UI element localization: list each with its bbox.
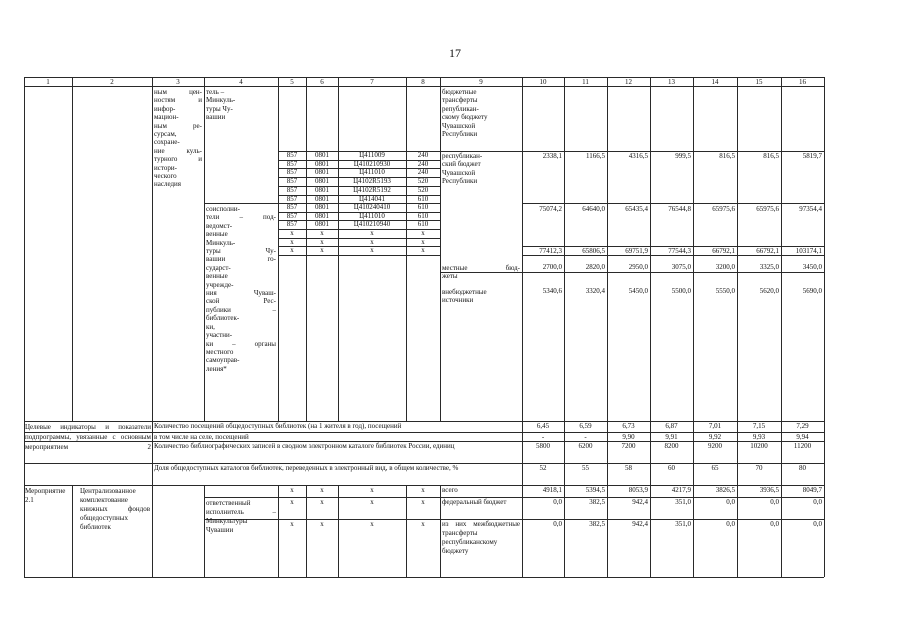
code-cell: 0801 xyxy=(315,186,329,194)
value-cell: 4217,9 xyxy=(671,486,691,494)
code-cell: x xyxy=(370,246,374,254)
code-cell: x xyxy=(290,238,294,246)
value-cell: 1166,5 xyxy=(586,152,605,160)
grid-line-v xyxy=(406,485,407,577)
value-cell: 5450,0 xyxy=(628,287,648,295)
target-value: 80 xyxy=(799,464,806,472)
target-value: 7,15 xyxy=(752,422,766,430)
value-cell: 103174,1 xyxy=(795,247,822,255)
co-executors: соисполни- тели – под- ведомст- венные Минкуль- туры Чу- вашии го- сударст- венные учрежде- ния Чуваш- ской Рес- публики – библиотек- ки, участни- ки – органы местного самоуправ- ления* xyxy=(206,205,276,373)
extrabudget-label: внебюджетные источники xyxy=(442,288,487,305)
code-cell: 0801 xyxy=(315,168,329,176)
code-cell: Ц411010 xyxy=(359,212,385,220)
code-cell: 857 xyxy=(286,212,298,220)
code-cell: 857 xyxy=(286,168,298,176)
value-cell: 76544,8 xyxy=(668,205,691,213)
grid-line-v xyxy=(204,77,205,421)
target-value: 9,93 xyxy=(752,433,766,441)
code-cell: x xyxy=(290,486,294,494)
grid-line-v xyxy=(564,77,565,577)
target-value: 7,01 xyxy=(708,422,722,430)
measure-name-cont: ным цен- ностям и инфор- мацион- ным ре- сурсам, сохране- ние куль- турного и истори- ческого наследия xyxy=(154,88,202,189)
code-cell: x xyxy=(421,520,425,528)
code-cell: x xyxy=(421,486,425,494)
page-number: 17 xyxy=(449,46,461,60)
header-cell: 11 xyxy=(582,77,589,86)
target-value: 8200 xyxy=(664,442,679,450)
code-cell: Ц410240410 xyxy=(353,203,391,211)
grid-line-v xyxy=(406,77,407,421)
code-cell: x xyxy=(421,229,425,237)
code-cell: 520 xyxy=(417,177,429,185)
value-cell: 999,5 xyxy=(675,152,691,160)
code-cell: 857 xyxy=(286,195,298,203)
value-cell: 97354,4 xyxy=(799,205,822,213)
grid-line-v xyxy=(338,485,339,577)
code-cell: 610 xyxy=(417,220,429,228)
target-value: - xyxy=(584,433,587,441)
grid-line-h xyxy=(204,203,278,204)
code-cell: x xyxy=(421,238,425,246)
value-cell: 2950,0 xyxy=(628,263,648,271)
code-cell: Ц414041 xyxy=(358,195,386,203)
value-cell: 2700,0 xyxy=(542,263,562,271)
value-cell: 816,5 xyxy=(763,152,779,160)
value-cell: 816,5 xyxy=(719,152,735,160)
code-cell: Ц4102R5193 xyxy=(353,177,391,185)
code-cell: 520 xyxy=(417,186,429,194)
budget-source-cont: бюджетные трансферты републикан- скому бюджету Чувашской Республики xyxy=(442,88,488,139)
header-cell: 9 xyxy=(479,77,483,86)
target-value: 65 xyxy=(711,464,719,472)
code-cell: Ц411010 xyxy=(359,168,385,176)
code-cell: x xyxy=(290,246,294,254)
grid-line-v xyxy=(338,77,339,421)
value-cell: 2820,0 xyxy=(585,263,605,271)
target-value: 9200 xyxy=(708,442,722,450)
code-cell: x xyxy=(320,229,324,237)
value-cell: 65806,5 xyxy=(582,247,605,255)
code-cell: x xyxy=(290,229,294,237)
measure-title: Централизованное комплектование книжных фондов общедоступных библиотек xyxy=(80,487,150,531)
code-cell: 857 xyxy=(286,186,298,194)
grid-line-h xyxy=(24,577,824,578)
code-cell: x xyxy=(421,246,425,254)
value-cell: 0,0 xyxy=(770,498,779,506)
header-cell: 6 xyxy=(320,77,324,86)
header-cell: 4 xyxy=(239,77,243,86)
value-cell: 5394,5 xyxy=(585,486,605,494)
code-cell: Ц4102R5192 xyxy=(353,186,391,194)
grid-line-v xyxy=(278,77,279,421)
target-value: 58 xyxy=(625,464,632,472)
measure-number: Мероприятие 2.1 xyxy=(25,487,66,504)
target-row-text: Количество библиографических записей в сводном электронном каталоге библиотек России, единиц xyxy=(154,442,455,450)
budget-source-rb: республикан- ский бюджет Чувашской Республики xyxy=(442,152,483,186)
target-value: 6,45 xyxy=(536,422,550,430)
value-cell: 0,0 xyxy=(726,498,735,506)
value-cell: 5500,0 xyxy=(671,287,691,295)
value-cell: 0,0 xyxy=(813,520,822,528)
target-value: 11200 xyxy=(793,442,812,450)
value-cell: 351,0 xyxy=(675,520,691,528)
value-cell: 65975,6 xyxy=(712,205,735,213)
grid-line-h xyxy=(24,86,824,87)
value-cell: 77412,3 xyxy=(539,247,562,255)
grid-line-v xyxy=(204,485,205,577)
target-row-text: в том числе на селе, посещений xyxy=(154,433,249,441)
value-cell: 3936,5 xyxy=(759,486,779,494)
code-cell: x xyxy=(320,238,324,246)
target-value: 9,94 xyxy=(796,433,809,441)
code-cell: 857 xyxy=(286,151,298,159)
value-cell: 0,0 xyxy=(553,520,562,528)
grid-line-v xyxy=(72,485,73,577)
target-value: 60 xyxy=(668,464,675,472)
targets-label: Целевые индикаторы и показатели подпрограммы, увязанные с основным мероприятием 2 xyxy=(25,423,151,451)
code-cell: 0801 xyxy=(315,212,329,220)
target-value: 6,73 xyxy=(622,422,635,430)
target-value: 9,91 xyxy=(665,433,678,441)
value-cell: 66792,1 xyxy=(756,247,779,255)
grid-line-h xyxy=(522,203,824,204)
target-value: 70 xyxy=(755,464,763,472)
value-cell: 8049,7 xyxy=(802,486,822,494)
header-cell: 3 xyxy=(176,77,180,86)
value-cell: 942,4 xyxy=(632,520,648,528)
value-cell: 2338,1 xyxy=(542,152,562,160)
code-cell: 610 xyxy=(417,203,429,211)
header-cell: 15 xyxy=(755,77,763,86)
code-cell: 240 xyxy=(417,160,429,168)
target-row-text: Доля общедоступных каталогов библиотек, переведенных в электронный вид, в общем количестве, % xyxy=(154,464,459,472)
value-cell: 5620,0 xyxy=(759,287,779,295)
code-cell: 857 xyxy=(286,160,298,168)
value-cell: 5819,7 xyxy=(802,152,822,160)
measure-source-label: всего xyxy=(442,486,458,494)
target-value: 55 xyxy=(582,464,589,472)
code-cell: Ц410210930 xyxy=(353,160,391,168)
measure-responsible: ответственный исполнитель – Минкультуры Чувашии xyxy=(206,499,276,534)
header-cell: 10 xyxy=(539,77,547,86)
target-value: 10200 xyxy=(750,442,768,450)
code-cell: 240 xyxy=(417,151,429,159)
grid-line-v xyxy=(650,77,651,577)
value-cell: 382,5 xyxy=(589,520,605,528)
code-cell: 0801 xyxy=(315,177,329,185)
code-cell: 610 xyxy=(417,212,429,220)
value-cell: 3075,0 xyxy=(671,263,691,271)
header-cell: 13 xyxy=(668,77,675,86)
code-cell: x xyxy=(320,498,324,506)
value-cell: 4918,1 xyxy=(542,486,562,494)
value-cell: 4316,5 xyxy=(628,152,648,160)
value-cell: 75074,2 xyxy=(539,205,562,213)
code-cell: 0801 xyxy=(315,203,329,211)
value-cell: 8053,9 xyxy=(628,486,648,494)
responsible-cont: тель – Минкуль- туры Чу- вашии xyxy=(206,88,236,122)
code-cell: x xyxy=(320,520,324,528)
code-cell: 857 xyxy=(286,177,298,185)
code-cell: x xyxy=(421,498,425,506)
value-cell: 942,4 xyxy=(632,498,648,506)
value-cell: 77544,3 xyxy=(668,247,691,255)
header-cell: 16 xyxy=(799,77,806,86)
local-budgets-label: местные бюд- жеты xyxy=(442,264,520,281)
code-cell: x xyxy=(320,246,324,254)
value-cell: 5550,0 xyxy=(715,287,735,295)
value-cell: 0,0 xyxy=(553,498,562,506)
value-cell: 64640,0 xyxy=(582,205,605,213)
code-cell: x xyxy=(370,520,374,528)
code-cell: x xyxy=(370,238,374,246)
grid-line-h xyxy=(278,255,440,256)
code-cell: x xyxy=(320,486,324,494)
target-value: 5800 xyxy=(536,442,550,450)
header-cell: 1 xyxy=(46,77,50,86)
grid-line-v xyxy=(306,77,307,421)
target-value: 9,92 xyxy=(708,433,722,441)
grid-line-v xyxy=(278,485,279,577)
value-cell: 65435,4 xyxy=(625,205,648,213)
value-cell: 3320,4 xyxy=(585,287,605,295)
value-cell: 5340,6 xyxy=(542,287,562,295)
grid-line-v xyxy=(24,77,25,577)
header-cell: 2 xyxy=(110,77,114,86)
target-value: 52 xyxy=(539,464,547,472)
value-cell: 382,5 xyxy=(589,498,605,506)
value-cell: 69751,9 xyxy=(625,247,648,255)
grid-line-v xyxy=(152,77,153,577)
header-cell: 8 xyxy=(421,77,425,86)
grid-line-v xyxy=(72,77,73,421)
grid-line-v xyxy=(607,77,608,577)
code-cell: x xyxy=(370,486,374,494)
code-cell: 0801 xyxy=(315,220,329,228)
target-value: 6200 xyxy=(578,442,593,450)
grid-line-v xyxy=(824,77,825,577)
value-cell: 0,0 xyxy=(813,498,822,506)
code-cell: 0801 xyxy=(315,151,329,159)
grid-line-v xyxy=(693,77,694,577)
grid-line-v xyxy=(440,485,441,577)
value-cell: 351,0 xyxy=(675,498,691,506)
code-cell: x xyxy=(370,229,374,237)
code-cell: x xyxy=(290,498,294,506)
grid-line-v xyxy=(737,77,738,577)
target-value: 7,29 xyxy=(796,422,809,430)
code-cell: 857 xyxy=(286,220,298,228)
value-cell: 3325,0 xyxy=(759,263,779,271)
code-cell: 0801 xyxy=(315,160,329,168)
grid-line-v xyxy=(781,77,782,577)
code-cell: 610 xyxy=(417,195,429,203)
value-cell: 5690,0 xyxy=(802,287,822,295)
measure-source-label: федеральный бюджет xyxy=(442,498,507,506)
code-cell: x xyxy=(290,520,294,528)
code-cell: x xyxy=(370,498,374,506)
target-value: 7200 xyxy=(621,442,636,450)
target-value: 9,90 xyxy=(622,433,635,441)
value-cell: 3826,5 xyxy=(715,486,735,494)
value-cell: 0,0 xyxy=(726,520,735,528)
value-cell: 3450,0 xyxy=(802,263,822,271)
value-cell: 0,0 xyxy=(770,520,779,528)
target-value: - xyxy=(541,433,545,441)
target-value: 6,87 xyxy=(665,422,678,430)
code-cell: Ц410210940 xyxy=(353,220,391,228)
value-cell: 66792,1 xyxy=(712,247,735,255)
target-row-text: Количество посещений общедоступных библиотек (на 1 жителя в год), посещений xyxy=(154,422,402,430)
target-value: 6,59 xyxy=(579,422,592,430)
header-cell: 12 xyxy=(625,77,632,86)
measure-source-label: из них межбюджетные трансферты республиканскому бюджету xyxy=(442,520,520,555)
code-cell: 0801 xyxy=(315,195,329,203)
grid-line-v xyxy=(522,421,523,485)
code-cell: 240 xyxy=(417,168,429,176)
header-cell: 7 xyxy=(370,77,374,86)
grid-line-v xyxy=(522,77,523,577)
grid-line-v xyxy=(440,77,441,421)
value-cell: 3200,0 xyxy=(715,263,735,271)
header-cell: 5 xyxy=(290,77,294,86)
code-cell: Ц411009 xyxy=(359,151,385,159)
grid-line-v xyxy=(306,485,307,577)
value-cell: 65975,6 xyxy=(756,205,779,213)
code-cell: 857 xyxy=(286,203,298,211)
header-cell: 14 xyxy=(711,77,719,86)
